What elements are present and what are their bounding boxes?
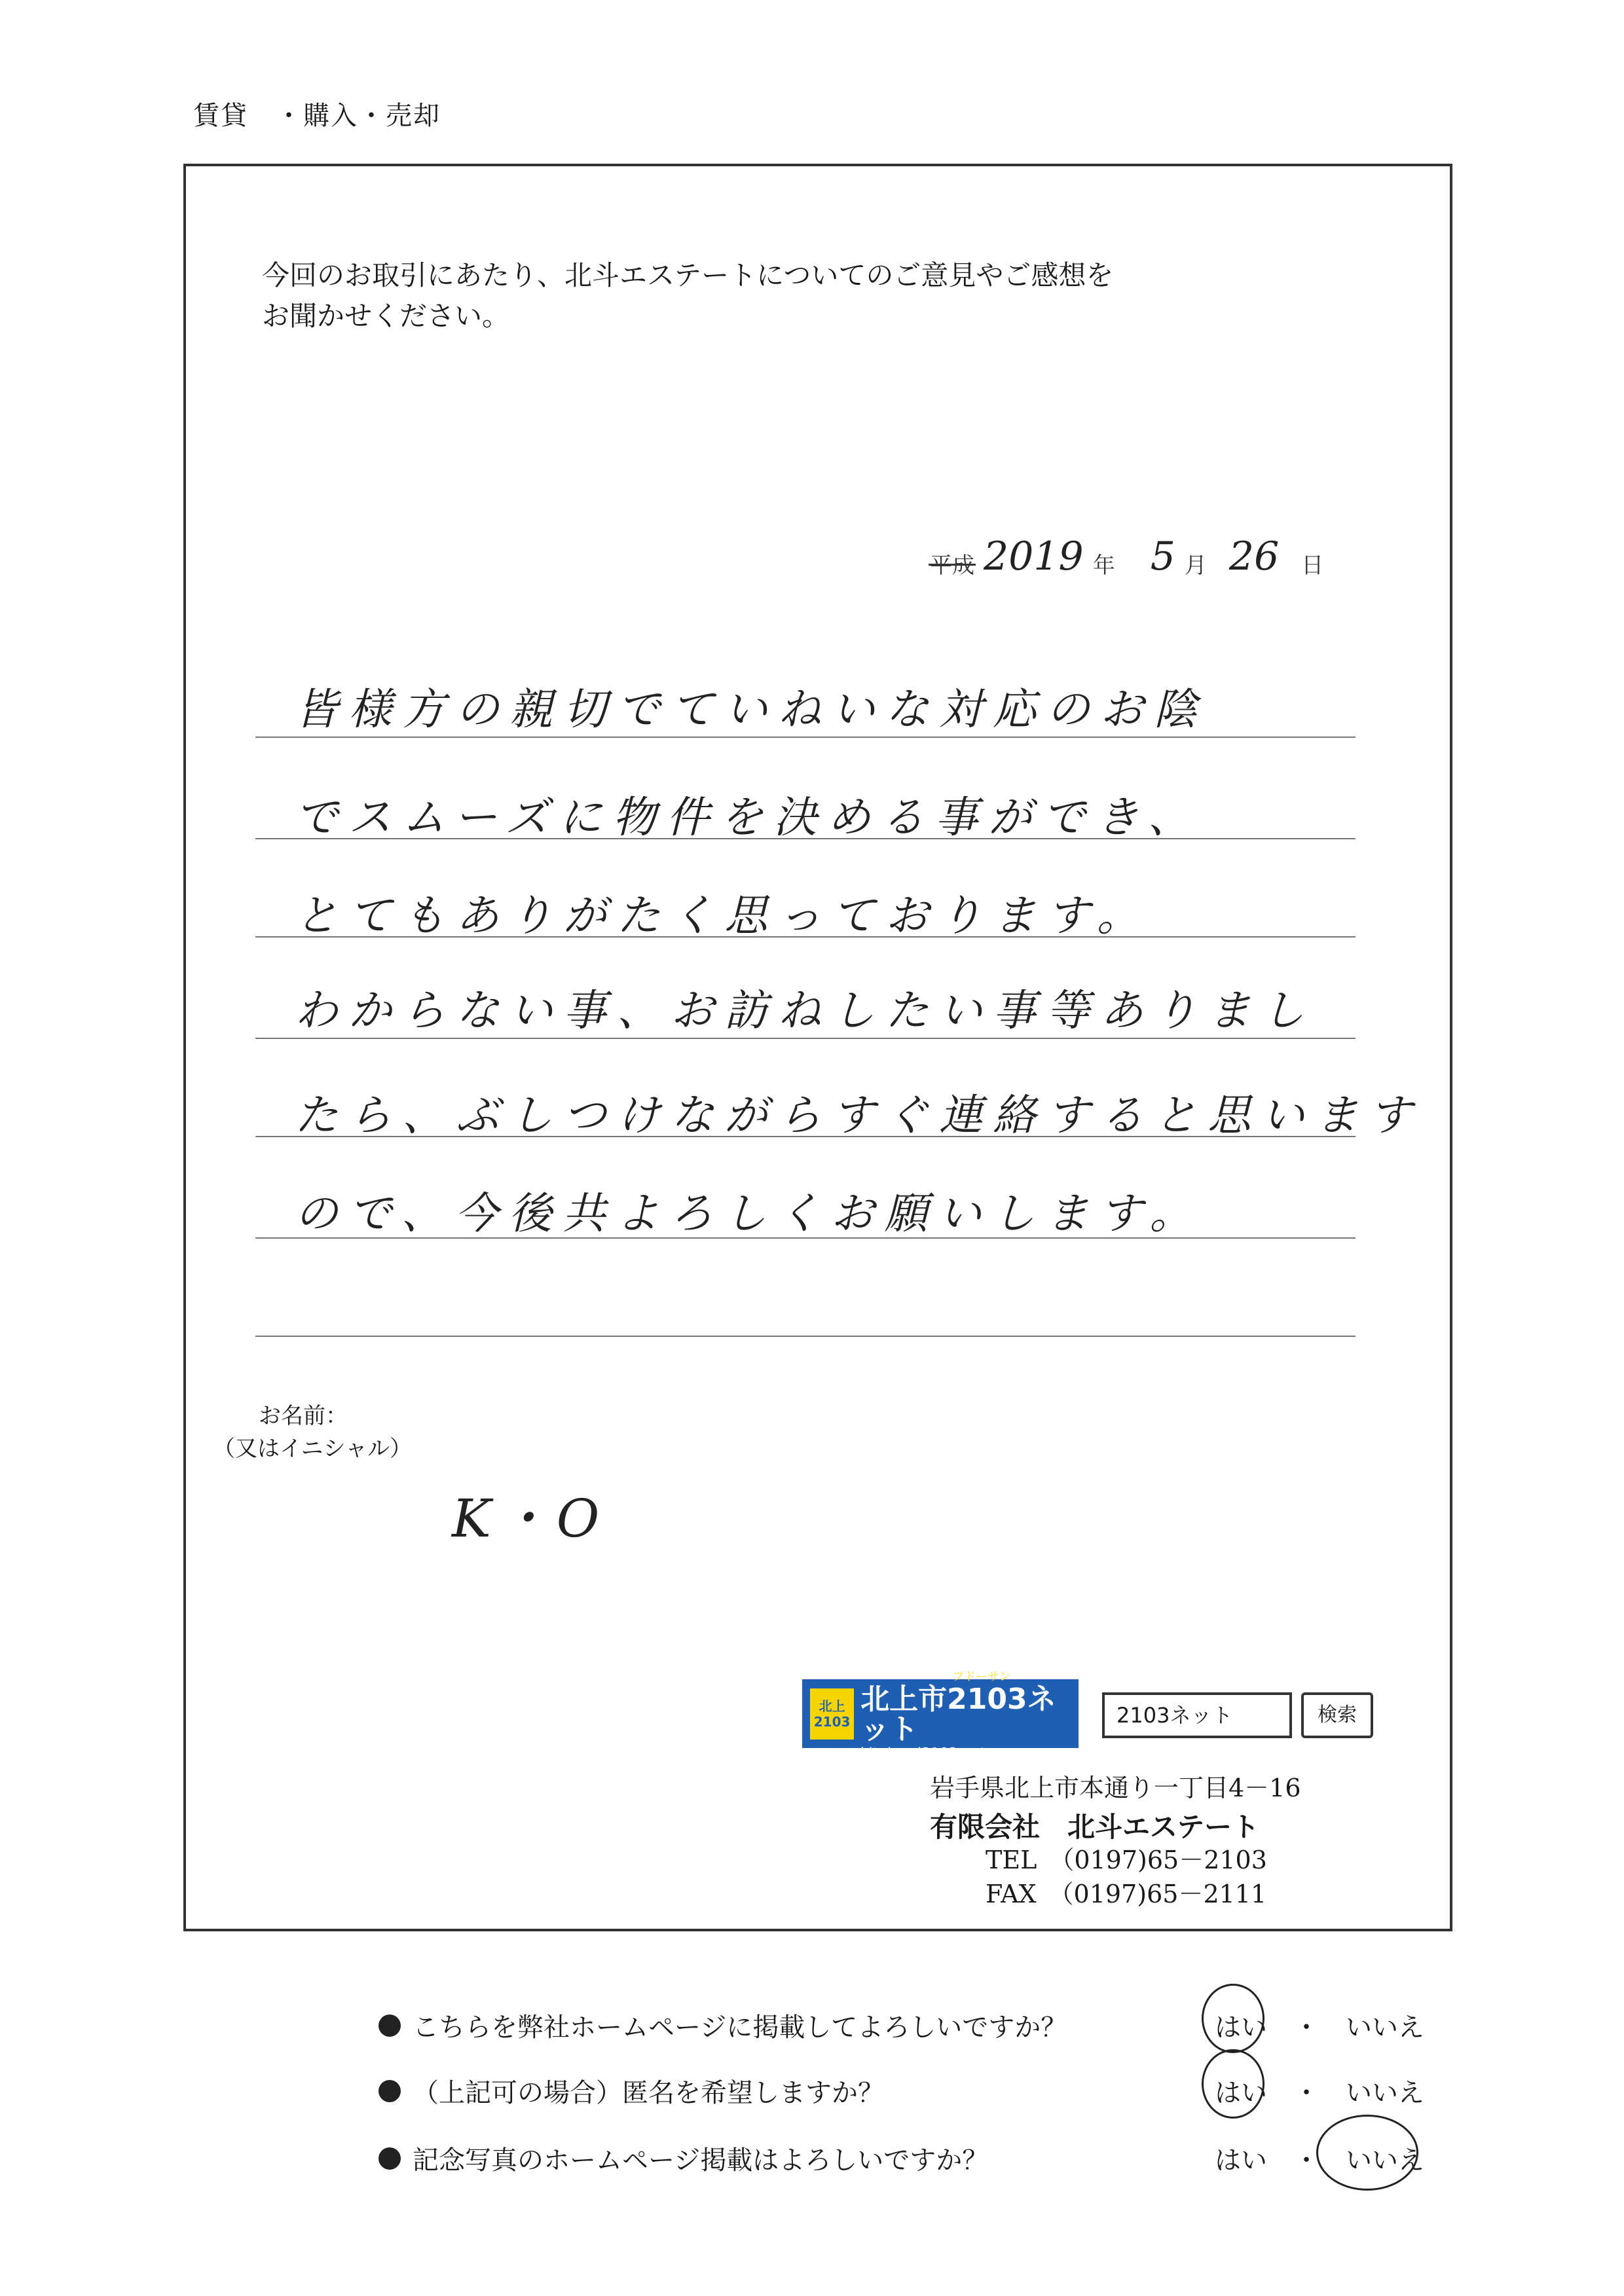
transaction-category: 賃貸 ・購入・売却 (193, 101, 441, 131)
question-row-3 (378, 2140, 988, 2177)
era-label: 平成 (930, 547, 974, 579)
logo-domain: kitakami2103.net (860, 1744, 987, 1760)
comment-line-3: とてもありがたく思っております。 (295, 890, 1151, 941)
prompt-line-2: お聞かせください。 (262, 300, 510, 332)
logo-main-text: 北上市2103ネット (860, 1682, 1056, 1746)
date-row (930, 527, 1323, 579)
logo-badge-bottom: 2103 (813, 1713, 851, 1730)
name-sub-label: （又はイニシャル） (213, 1436, 412, 1462)
company-tel: TEL （0197)65－2103 (986, 1846, 1267, 1874)
logo-badge-top: 北上 (819, 1698, 845, 1714)
year-value: 2019 (984, 534, 1084, 579)
comment-line-2: でスムーズに物件を決める事ができ、 (295, 792, 1202, 843)
ruled-line-1 (255, 737, 1356, 738)
question-2-text: （上記可の場合）匿名を希望しますか？ (413, 2078, 884, 2108)
question-row-2 (378, 2072, 884, 2109)
day-unit: 日 (1301, 553, 1324, 579)
question-1-options[interactable]: はい ・ いいえ (1215, 2013, 1424, 2043)
question-row-1 (378, 2007, 1067, 2044)
ruled-line-2 (255, 838, 1356, 839)
year-unit: 年 (1092, 553, 1115, 579)
answer-2-circle (1202, 2049, 1264, 2119)
answer-3-circle (1316, 2115, 1418, 2191)
comment-line-4: わからない事、お訪ねしたい事等ありまし (295, 985, 1315, 1036)
month-unit: 月 (1184, 553, 1207, 579)
prompt-line-1: 今回のお取引にあたり、北斗エステートについてのご意見やご感想を (262, 259, 1114, 291)
month-value: 5 (1150, 534, 1175, 579)
question-3-text: 記念写真のホームページ掲載はよろしいですか？ (413, 2145, 989, 2176)
company-fax: FAX （0197)65－2111 (986, 1880, 1267, 1908)
feedback-frame (183, 164, 1452, 1931)
ruled-line-3 (255, 936, 1356, 938)
comment-line-6: ので、今後共よろしくお願いします。 (295, 1188, 1204, 1239)
bullet-icon (378, 2014, 401, 2037)
search-button[interactable]: 検索 (1301, 1692, 1373, 1738)
ruled-line-7 (255, 1336, 1356, 1337)
question-2-options[interactable]: はい ・ いいえ (1215, 2078, 1424, 2108)
feedback-prompt (262, 255, 1113, 337)
company-address: 岩手県北上市本通り一丁目4－16 (930, 1774, 1301, 1802)
question-3-options[interactable]: はい ・ いいえ (1215, 2145, 1424, 2176)
question-1-text: こちらを弊社ホームページに掲載してよろしいですか？ (413, 2013, 1067, 2043)
name-value: K・O (452, 1488, 606, 1549)
ruled-line-6 (255, 1237, 1356, 1239)
comment-line-5: たら、ぶしつけながらすぐ連絡すると思います (295, 1090, 1422, 1140)
ruled-line-4 (255, 1038, 1356, 1039)
answer-1-circle (1202, 1984, 1264, 2053)
ruled-line-5 (255, 1136, 1356, 1137)
bullet-icon (378, 2080, 401, 2102)
company-logo[interactable] (802, 1669, 1079, 1760)
logo-kana: フドーサン (952, 1669, 1011, 1684)
house-icon (810, 1688, 854, 1740)
bullet-icon (378, 2147, 401, 2170)
name-label: お名前： (259, 1403, 348, 1429)
search-input[interactable]: 2103ネット (1102, 1692, 1292, 1738)
comment-line-1: 皆様方の親切でていねいな対応のお陰 (295, 684, 1208, 735)
day-value: 26 (1228, 534, 1280, 579)
company-name: 有限会社 北斗エステート (930, 1811, 1260, 1843)
